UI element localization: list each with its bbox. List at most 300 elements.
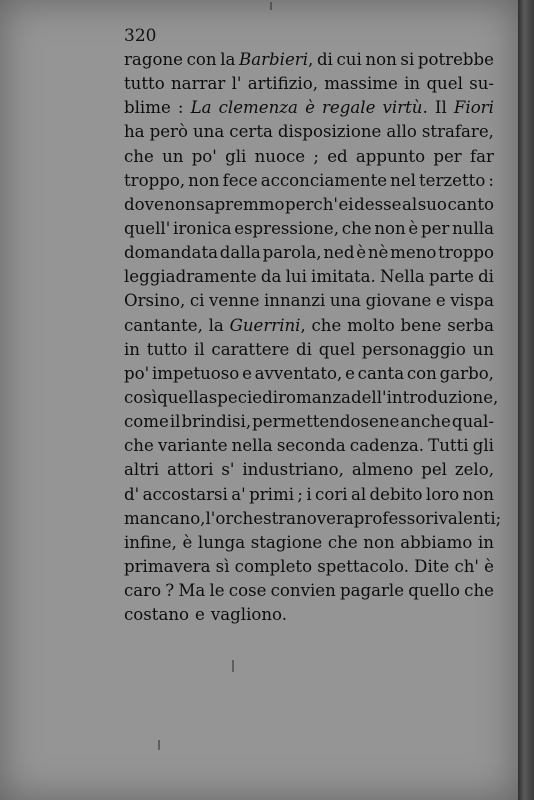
word-part: brindisi, bbox=[181, 412, 252, 432]
word-part: quella bbox=[157, 387, 209, 407]
word bbox=[338, 193, 353, 217]
text-line bbox=[124, 217, 494, 241]
text-line bbox=[124, 265, 494, 289]
word-part: venne bbox=[209, 291, 260, 311]
word-part: seconda bbox=[276, 436, 346, 456]
word bbox=[124, 314, 203, 338]
word-part: po' bbox=[124, 363, 150, 383]
word bbox=[297, 483, 303, 507]
text-line bbox=[124, 603, 494, 627]
word bbox=[209, 579, 224, 603]
word bbox=[209, 386, 262, 410]
text-line bbox=[124, 410, 494, 434]
word-part: ed bbox=[327, 146, 348, 166]
word-part: è bbox=[305, 98, 315, 118]
word bbox=[152, 362, 239, 386]
word-part: nella bbox=[231, 436, 273, 456]
word-part: che bbox=[464, 581, 494, 601]
paper-mark bbox=[158, 740, 160, 750]
word-part: Il bbox=[434, 98, 447, 118]
word bbox=[221, 458, 234, 482]
word bbox=[124, 48, 183, 72]
word-part: artifizio, bbox=[247, 74, 318, 94]
word-part: pel bbox=[421, 460, 447, 480]
word-part: dalla bbox=[219, 243, 261, 263]
word bbox=[231, 483, 245, 507]
word bbox=[439, 507, 496, 531]
word bbox=[205, 507, 215, 531]
word bbox=[239, 48, 313, 72]
word bbox=[286, 265, 307, 289]
word-part: una bbox=[329, 291, 362, 311]
text-line bbox=[124, 120, 494, 144]
word-part: ragone bbox=[124, 50, 183, 69]
word bbox=[124, 193, 164, 217]
paper-mark bbox=[232, 660, 234, 672]
text-line bbox=[124, 483, 494, 507]
word bbox=[428, 434, 468, 458]
word bbox=[323, 241, 354, 265]
word-part: ; bbox=[297, 484, 303, 504]
word bbox=[220, 241, 261, 265]
word-part: innanzi bbox=[263, 291, 326, 311]
word-part: primavera bbox=[124, 556, 211, 576]
word-part: suo bbox=[417, 194, 447, 214]
word bbox=[263, 241, 322, 265]
word bbox=[426, 483, 459, 507]
word-part: dell' bbox=[350, 387, 387, 407]
word bbox=[124, 410, 169, 434]
word-part: specie bbox=[208, 387, 263, 407]
word bbox=[194, 338, 205, 362]
word bbox=[354, 193, 401, 217]
word bbox=[192, 145, 217, 169]
word-part: molto bbox=[347, 315, 395, 335]
word-part: anche bbox=[400, 412, 451, 432]
word bbox=[452, 217, 494, 241]
word bbox=[368, 241, 389, 265]
text-line bbox=[124, 579, 494, 603]
word bbox=[124, 434, 154, 458]
word-part: ci bbox=[189, 291, 205, 311]
word bbox=[162, 145, 183, 169]
word-part: certa bbox=[229, 122, 273, 142]
word-part: . bbox=[422, 98, 428, 118]
word-part: come bbox=[124, 412, 169, 432]
word-part: qual- bbox=[451, 412, 494, 432]
word-part: bene bbox=[400, 315, 442, 335]
word bbox=[383, 96, 428, 120]
word bbox=[356, 241, 366, 265]
word-part: cui bbox=[336, 50, 362, 69]
word-part: ; bbox=[313, 146, 319, 166]
word bbox=[358, 362, 404, 386]
word-part: abbiamo bbox=[400, 532, 473, 552]
word-part: dove bbox=[124, 194, 164, 214]
word-part: che bbox=[341, 218, 372, 238]
word-part: accostarsi bbox=[142, 484, 228, 504]
word bbox=[414, 555, 449, 579]
word-part: espressione, bbox=[234, 218, 340, 238]
word bbox=[124, 241, 218, 265]
text-line bbox=[124, 96, 494, 120]
word bbox=[366, 289, 432, 313]
word bbox=[124, 579, 161, 603]
body-text bbox=[124, 48, 502, 627]
word-part: che bbox=[327, 532, 358, 552]
word bbox=[351, 386, 387, 410]
word-part: ch' bbox=[454, 556, 479, 576]
word-part: domandata bbox=[124, 243, 219, 263]
word-part: potrebbe bbox=[417, 50, 494, 69]
word-part: da bbox=[260, 267, 282, 287]
text-line bbox=[124, 314, 494, 338]
word bbox=[469, 72, 494, 96]
word bbox=[342, 217, 372, 241]
word bbox=[327, 145, 347, 169]
word-part: costano bbox=[124, 605, 190, 625]
word-part: pagarle bbox=[339, 581, 405, 601]
word-part: far bbox=[469, 146, 494, 166]
word bbox=[124, 483, 139, 507]
word bbox=[401, 314, 442, 338]
word bbox=[248, 72, 318, 96]
word bbox=[124, 289, 185, 313]
word-part: nulla bbox=[452, 218, 494, 238]
word-part: ei bbox=[338, 194, 354, 214]
word bbox=[124, 362, 149, 386]
word bbox=[464, 579, 494, 603]
word-part: po' bbox=[191, 146, 217, 166]
word-part: una bbox=[193, 122, 225, 142]
word-part: allo bbox=[386, 122, 417, 142]
word-part: debito bbox=[369, 484, 423, 504]
word-part: orchestra bbox=[215, 508, 297, 528]
word-part: quell' bbox=[124, 218, 171, 238]
word bbox=[188, 169, 219, 193]
word bbox=[478, 265, 494, 289]
word bbox=[124, 603, 189, 627]
word-part: Tutti bbox=[428, 436, 469, 456]
word-part: primi bbox=[249, 484, 294, 504]
paper-mark bbox=[270, 2, 272, 10]
word bbox=[124, 458, 159, 482]
word bbox=[455, 458, 494, 482]
word-part: : bbox=[488, 170, 494, 190]
word bbox=[242, 362, 252, 386]
word bbox=[463, 483, 494, 507]
word-part: non bbox=[374, 218, 406, 238]
word-part: almeno bbox=[351, 460, 414, 480]
word-part: vispa bbox=[450, 291, 494, 311]
word-part: industriano, bbox=[242, 460, 344, 480]
word bbox=[365, 48, 396, 72]
word-part: : bbox=[177, 98, 184, 118]
word bbox=[223, 169, 258, 193]
word bbox=[285, 193, 338, 217]
word bbox=[313, 145, 319, 169]
word bbox=[230, 314, 306, 338]
word-part: convien bbox=[270, 581, 336, 601]
word-part: in bbox=[477, 532, 494, 552]
word-part: loro bbox=[425, 484, 460, 504]
word-part: di bbox=[478, 267, 494, 287]
word-part: sapremmo bbox=[196, 194, 285, 214]
text-line bbox=[124, 386, 499, 410]
word bbox=[312, 314, 342, 338]
text-line bbox=[124, 48, 494, 72]
word-part: un bbox=[162, 146, 184, 166]
word-part: nè bbox=[367, 243, 389, 263]
word bbox=[225, 145, 246, 169]
book-edge bbox=[518, 0, 534, 800]
word-part: quel bbox=[318, 339, 356, 359]
word bbox=[124, 72, 165, 96]
word bbox=[271, 579, 336, 603]
word bbox=[470, 145, 494, 169]
word bbox=[229, 120, 273, 144]
word-part: perch' bbox=[285, 194, 338, 214]
word-part: tutto bbox=[124, 74, 165, 94]
word bbox=[436, 289, 446, 313]
word-part: valenti bbox=[438, 508, 496, 528]
text-line bbox=[124, 193, 494, 217]
word bbox=[167, 458, 213, 482]
word bbox=[178, 96, 184, 120]
word-part: canto bbox=[447, 194, 494, 214]
word-part: nel bbox=[390, 170, 416, 190]
word-part: giovane bbox=[365, 291, 432, 311]
word bbox=[211, 338, 289, 362]
word bbox=[255, 145, 305, 169]
text-line bbox=[124, 241, 494, 265]
word-part: Ma bbox=[178, 581, 206, 601]
word-part: serba bbox=[447, 315, 494, 335]
word-part: completo bbox=[234, 556, 313, 576]
word bbox=[426, 72, 462, 96]
text-line bbox=[124, 555, 494, 579]
word bbox=[407, 362, 437, 386]
word-part: Orsino, bbox=[124, 291, 186, 311]
word bbox=[196, 193, 284, 217]
word-part: gli bbox=[225, 146, 247, 166]
text-line bbox=[124, 169, 494, 193]
word-part: , bbox=[300, 315, 306, 335]
word bbox=[337, 48, 362, 72]
word-part: è bbox=[408, 218, 419, 238]
word bbox=[356, 145, 425, 169]
word bbox=[328, 531, 358, 555]
word bbox=[315, 483, 348, 507]
word-part: che bbox=[311, 315, 342, 335]
word bbox=[305, 96, 315, 120]
word bbox=[216, 555, 230, 579]
text-line bbox=[124, 289, 494, 313]
word bbox=[232, 434, 273, 458]
word bbox=[351, 483, 366, 507]
word bbox=[402, 193, 417, 217]
word bbox=[440, 362, 494, 386]
word-part: non bbox=[365, 50, 397, 69]
word-part: così bbox=[124, 387, 158, 407]
word bbox=[450, 289, 494, 313]
word bbox=[252, 410, 399, 434]
word bbox=[390, 241, 436, 265]
word-part: appunto bbox=[355, 146, 426, 166]
word bbox=[322, 96, 375, 120]
word bbox=[242, 458, 344, 482]
word bbox=[473, 434, 494, 458]
word-part: è bbox=[484, 556, 494, 576]
word-part: massime bbox=[324, 74, 398, 94]
word bbox=[195, 603, 205, 627]
word bbox=[150, 120, 188, 144]
word-part: lunga bbox=[197, 532, 246, 552]
word bbox=[264, 289, 325, 313]
word bbox=[262, 386, 278, 410]
word-part: novera bbox=[296, 508, 354, 528]
word bbox=[408, 217, 418, 241]
word-part: tutto bbox=[146, 339, 188, 359]
word bbox=[124, 145, 154, 169]
word-part: di bbox=[262, 387, 279, 407]
word bbox=[198, 531, 245, 555]
word bbox=[421, 217, 449, 241]
word-part: al bbox=[401, 194, 418, 214]
word bbox=[347, 314, 395, 338]
word-part: però bbox=[149, 122, 188, 142]
word-part: caro bbox=[124, 581, 162, 601]
word bbox=[433, 145, 461, 169]
word bbox=[182, 410, 252, 434]
word-part: meno bbox=[390, 243, 437, 263]
word-part: e bbox=[435, 291, 446, 311]
word bbox=[362, 338, 466, 362]
word bbox=[261, 265, 282, 289]
word-part: cantante, bbox=[124, 315, 203, 335]
text-line bbox=[124, 531, 494, 555]
word bbox=[390, 169, 416, 193]
word bbox=[454, 555, 479, 579]
word-part: infine, bbox=[124, 532, 177, 552]
word-part: con bbox=[186, 50, 217, 69]
word-part: Barbieri bbox=[239, 50, 309, 69]
word bbox=[488, 169, 494, 193]
word bbox=[235, 555, 312, 579]
word bbox=[124, 96, 171, 120]
word-part: , bbox=[308, 50, 314, 69]
word bbox=[319, 338, 355, 362]
word bbox=[408, 579, 460, 603]
word bbox=[143, 483, 228, 507]
word bbox=[220, 48, 235, 72]
word bbox=[229, 579, 267, 603]
word bbox=[124, 120, 145, 144]
word-part: è bbox=[182, 532, 193, 552]
word bbox=[435, 96, 447, 120]
word bbox=[447, 314, 494, 338]
word bbox=[234, 217, 339, 241]
word-part: zelo, bbox=[454, 460, 494, 480]
word bbox=[311, 265, 376, 289]
word bbox=[124, 169, 185, 193]
word-part: non bbox=[164, 194, 196, 214]
word-part: parte bbox=[428, 267, 474, 287]
word bbox=[330, 289, 361, 313]
word bbox=[387, 386, 499, 410]
word-part: impetuoso bbox=[151, 363, 240, 383]
word bbox=[447, 193, 494, 217]
word-part: cadenza. bbox=[349, 436, 425, 456]
word bbox=[352, 458, 413, 482]
word bbox=[277, 434, 346, 458]
word bbox=[317, 555, 409, 579]
word bbox=[418, 48, 494, 72]
word-part: virtù bbox=[382, 98, 423, 118]
word bbox=[147, 338, 188, 362]
word bbox=[345, 362, 355, 386]
word-part: blime bbox=[124, 98, 171, 118]
word bbox=[354, 507, 439, 531]
word bbox=[496, 507, 502, 531]
word-part: Fiori bbox=[453, 98, 494, 118]
word-part: le bbox=[209, 581, 225, 601]
word-part: spettacolo. bbox=[317, 556, 410, 576]
word-part: acconciamente bbox=[260, 170, 388, 190]
word bbox=[249, 483, 294, 507]
word-part: con bbox=[406, 363, 437, 383]
word-part: lui bbox=[285, 267, 307, 287]
word-part: i bbox=[306, 484, 312, 504]
word-part: narrar bbox=[171, 74, 226, 94]
text-line bbox=[124, 507, 502, 531]
word bbox=[478, 531, 494, 555]
word bbox=[380, 265, 425, 289]
word bbox=[386, 120, 417, 144]
word-part: altri bbox=[124, 460, 160, 480]
word bbox=[404, 72, 420, 96]
word bbox=[400, 48, 414, 72]
word bbox=[187, 48, 217, 72]
word-part: sì bbox=[215, 556, 230, 576]
word bbox=[340, 579, 404, 603]
word bbox=[296, 507, 354, 531]
word bbox=[124, 265, 257, 289]
word bbox=[255, 362, 343, 386]
word-part: ; bbox=[495, 508, 502, 528]
word-part: disposizione bbox=[277, 122, 382, 142]
word-part: l' bbox=[231, 74, 242, 94]
word-part: vagliono. bbox=[210, 605, 288, 625]
word bbox=[421, 458, 447, 482]
word bbox=[124, 386, 157, 410]
word-part: cose bbox=[228, 581, 267, 601]
word bbox=[363, 531, 394, 555]
word-part: e bbox=[345, 363, 355, 383]
word-part: romanza bbox=[278, 387, 351, 407]
word bbox=[158, 434, 228, 458]
word-part: canta bbox=[357, 363, 405, 383]
word bbox=[317, 48, 333, 72]
word-part: regale bbox=[322, 98, 376, 118]
word bbox=[370, 483, 423, 507]
word-part: che bbox=[124, 146, 154, 166]
word-part: la bbox=[220, 50, 236, 69]
word bbox=[278, 386, 351, 410]
word-part: troppo bbox=[438, 243, 494, 263]
word-part: s' bbox=[221, 460, 235, 480]
word-part: a' bbox=[231, 484, 246, 504]
